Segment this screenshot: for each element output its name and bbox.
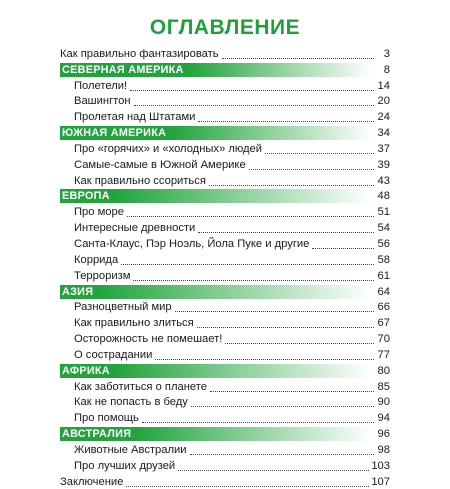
dot-leader bbox=[312, 248, 374, 249]
page-number: 64 bbox=[377, 285, 390, 298]
entry-title: Животные Австралии bbox=[74, 443, 187, 456]
page-number: 96 bbox=[377, 428, 390, 441]
toc-entry bbox=[60, 77, 390, 93]
entry-title: Как правильно ссориться bbox=[74, 174, 206, 187]
toc-entry bbox=[60, 219, 390, 235]
dot-leader bbox=[225, 343, 374, 344]
dot-leader bbox=[121, 264, 374, 265]
page-number: 8 bbox=[383, 63, 390, 76]
dot-leader bbox=[265, 153, 374, 154]
dot-leader bbox=[133, 280, 374, 281]
page-number: 24 bbox=[377, 111, 390, 124]
dot-leader bbox=[249, 169, 374, 170]
dot-leader bbox=[142, 422, 374, 423]
entry-title: Коррида bbox=[74, 253, 119, 266]
entry-title: Как правильно злиться bbox=[74, 317, 194, 330]
page-number: 3 bbox=[383, 47, 390, 60]
entry-title: Как заботиться о планете bbox=[74, 380, 207, 393]
section-band bbox=[115, 189, 372, 203]
toc-entry bbox=[60, 457, 390, 473]
toc-entry bbox=[60, 299, 390, 315]
dot-leader bbox=[191, 406, 374, 407]
dot-leader bbox=[178, 470, 369, 471]
dot-leader bbox=[222, 58, 374, 59]
section-band bbox=[136, 427, 372, 441]
entry-title: О сострадании bbox=[74, 348, 153, 361]
entry-title: Санта-Клаус, Пэр Ноэль, Йола Пуке и другие bbox=[74, 237, 310, 250]
page-number: 77 bbox=[377, 348, 390, 361]
toc-entry bbox=[60, 235, 390, 251]
dot-leader bbox=[210, 391, 374, 392]
toc-section bbox=[60, 124, 390, 140]
toc-entry bbox=[60, 394, 390, 410]
dot-leader bbox=[209, 185, 374, 186]
entry-title: Заключение bbox=[60, 475, 124, 488]
dot-leader bbox=[127, 216, 374, 217]
dot-leader bbox=[190, 454, 374, 455]
entry-title: Вашингтон bbox=[74, 95, 131, 108]
page-number: 20 bbox=[377, 95, 390, 108]
dot-leader bbox=[197, 327, 374, 328]
dot-leader bbox=[130, 90, 374, 91]
page-number: 90 bbox=[377, 396, 390, 409]
section-band bbox=[189, 63, 372, 77]
section-band bbox=[98, 285, 372, 299]
toc-entry bbox=[60, 93, 390, 109]
toc-section bbox=[60, 188, 390, 204]
section-heading: АФРИКА bbox=[60, 364, 115, 378]
section-band bbox=[171, 126, 372, 140]
page-number: 51 bbox=[377, 206, 390, 219]
toc-entry bbox=[60, 330, 390, 346]
page-number: 94 bbox=[377, 412, 390, 425]
page-number: 66 bbox=[377, 301, 390, 314]
dot-leader bbox=[175, 311, 374, 312]
page-number: 98 bbox=[377, 443, 390, 456]
section-heading: СЕВЕРНАЯ АМЕРИКА bbox=[60, 63, 189, 77]
section-heading: АВСТРАЛИЯ bbox=[60, 427, 136, 441]
page-number: 14 bbox=[377, 79, 390, 92]
entry-title: Разноцветный мир bbox=[74, 301, 172, 314]
toc-section bbox=[60, 61, 390, 77]
toc-entry bbox=[60, 409, 390, 425]
toc-section bbox=[60, 425, 390, 441]
entry-title: Про помощь bbox=[74, 412, 139, 425]
page-number: 70 bbox=[377, 333, 390, 346]
dot-leader bbox=[155, 359, 374, 360]
entry-title: Терроризм bbox=[74, 269, 131, 282]
toc-entry bbox=[60, 140, 390, 156]
entry-title: Как правильно фантазировать bbox=[60, 47, 219, 60]
entry-title: Осторожность не помешает! bbox=[74, 333, 223, 346]
page-number: 54 bbox=[377, 222, 390, 235]
table-of-contents bbox=[60, 45, 390, 489]
page-number: 43 bbox=[377, 174, 390, 187]
toc-section bbox=[60, 362, 390, 378]
toc-entry bbox=[60, 314, 390, 330]
toc-entry bbox=[60, 267, 390, 283]
section-heading: АЗИЯ bbox=[60, 285, 98, 299]
entry-title: Полетели! bbox=[74, 79, 128, 92]
toc-entry bbox=[60, 172, 390, 188]
toc-entry bbox=[60, 45, 390, 61]
toc-entry bbox=[60, 156, 390, 172]
toc-entry bbox=[60, 346, 390, 362]
entry-title: Интересные древности bbox=[74, 222, 196, 235]
page-number: 58 bbox=[377, 253, 390, 266]
page-number: 39 bbox=[377, 158, 390, 171]
toc-entry bbox=[60, 251, 390, 267]
toc-entry bbox=[60, 108, 390, 124]
page-number: 34 bbox=[377, 127, 390, 140]
dot-leader bbox=[134, 105, 374, 106]
dot-leader bbox=[198, 121, 374, 122]
entry-title: Про лучших друзей bbox=[74, 459, 176, 472]
page-number: 67 bbox=[377, 317, 390, 330]
dot-leader bbox=[126, 486, 369, 487]
toc-entry bbox=[60, 441, 390, 457]
entry-title: Про море bbox=[74, 206, 124, 219]
dot-leader bbox=[198, 232, 374, 233]
page-title: ОГЛАВЛЕНИЕ bbox=[149, 16, 301, 39]
section-heading: ЮЖНАЯ АМЕРИКА bbox=[60, 126, 171, 140]
page-number: 85 bbox=[377, 380, 390, 393]
entry-title: Как не попасть в беду bbox=[74, 396, 188, 409]
toc-section bbox=[60, 283, 390, 299]
page-number: 80 bbox=[377, 364, 390, 377]
toc-entry bbox=[60, 203, 390, 219]
section-band bbox=[115, 364, 372, 378]
page-number: 61 bbox=[377, 269, 390, 282]
toc-entry bbox=[60, 378, 390, 394]
section-heading: ЕВРОПА bbox=[60, 189, 115, 203]
page-number: 37 bbox=[377, 142, 390, 155]
toc-entry bbox=[60, 473, 390, 489]
page-number: 107 bbox=[371, 475, 390, 488]
entry-title: Пролетая над Штатами bbox=[74, 111, 196, 124]
page-number: 56 bbox=[377, 237, 390, 250]
page-number: 48 bbox=[377, 190, 390, 203]
page-number: 103 bbox=[371, 459, 390, 472]
entry-title: Самые-самые в Южной Америке bbox=[74, 158, 246, 171]
entry-title: Про «горячих» и «холодных» людей bbox=[74, 142, 263, 155]
